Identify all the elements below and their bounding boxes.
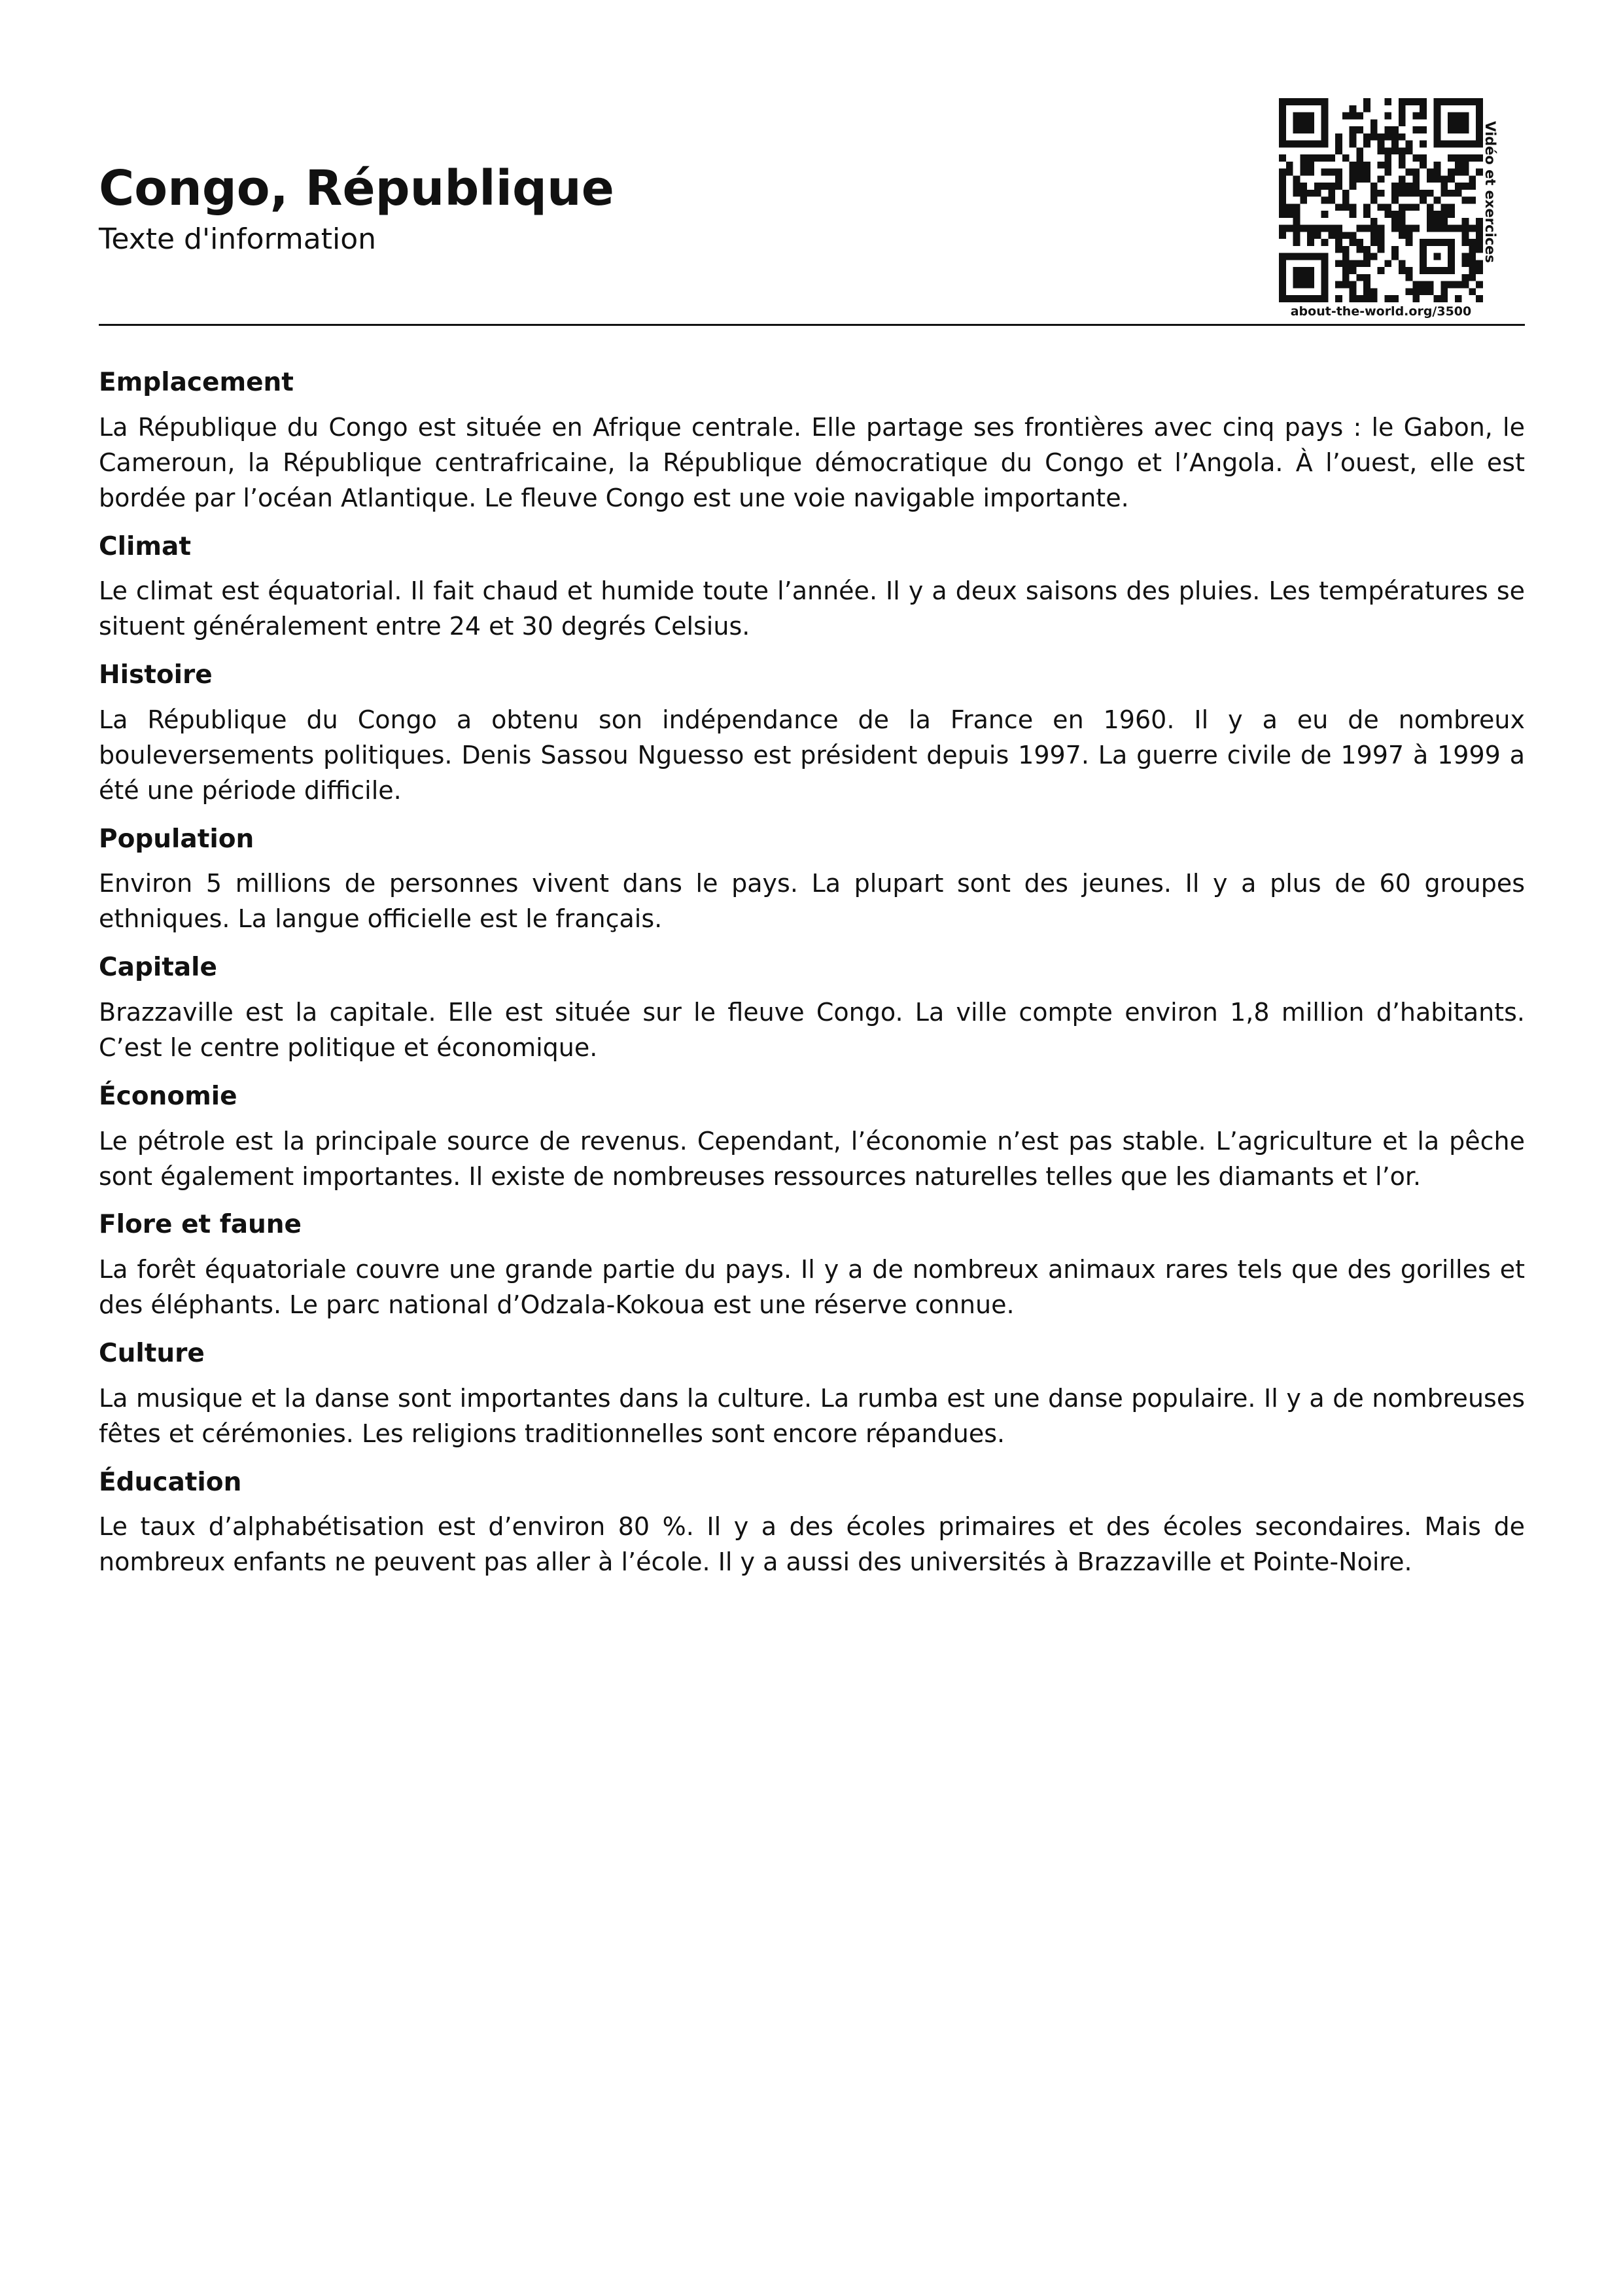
section-body: La forêt équatoriale couvre une grande partie du pays. Il y a de nombreux animaux rares tels que des gorilles et des éléphants. Le parc national d’Odzala-Kokoua est une réserve connue. xyxy=(99,1255,1525,1320)
qr-caption: Vidéo et exercices xyxy=(1482,121,1498,263)
page-title: Congo, République xyxy=(99,160,614,217)
page-header xyxy=(99,0,1525,327)
section-heading: Flore et faune xyxy=(99,1210,302,1240)
section-culture xyxy=(99,1337,1525,1452)
section-heading: Histoire xyxy=(99,660,213,690)
qr-code-icon[interactable] xyxy=(1279,98,1483,302)
section-body: La République du Congo est située en Afrique centrale. Elle partage ses frontières avec cinq pays : le Gabon, le Cameroun, la République centrafricaine, la République démocratique du Congo et l’Angola. À l’ouest, elle est bordée par l’océan Atlantique. Le fleuve Congo est une voie navigable importante. xyxy=(99,412,1525,512)
section-population xyxy=(99,823,1525,938)
section-heading: Économie xyxy=(99,1081,237,1111)
qr-url-link[interactable]: about-the-world.org/3500 xyxy=(1290,304,1472,319)
qr-block xyxy=(1271,95,1499,324)
section-body: Le pétrole est la principale source de revenus. Cependant, l’économie n’est pas stable. L’agriculture et la pêche sont également importantes. Il existe de nombreuses ressources naturelles telles que les diamants et l’or. xyxy=(99,1126,1525,1191)
section-body: Brazzaville est la capitale. Elle est située sur le fleuve Congo. La ville compte environ 1,8 million d’habitants. C’est le centre politique et économique. xyxy=(99,997,1525,1062)
section-body: La musique et la danse sont importantes dans la culture. La rumba est une danse populaire. Il y a de nombreuses fêtes et cérémonies. Les religions traditionnelles sont encore répandues. xyxy=(99,1383,1525,1448)
section-heading: Population xyxy=(99,824,254,854)
content xyxy=(99,366,1525,1595)
section-histoire xyxy=(99,659,1525,809)
section-body: La République du Congo a obtenu son indépendance de la France en 1960. Il y a eu de nombreux bouleversements politiques. Denis Sassou Nguesso est président depuis 1997. La guerre civile de 1997 à 1999 a été une période difficile. xyxy=(99,705,1525,805)
section-heading: Culture xyxy=(99,1339,205,1369)
section-body: Le climat est équatorial. Il fait chaud et humide toute l’année. Il y a deux saisons des pluies. Les températures se situent généralement entre 24 et 30 degrés Celsius. xyxy=(99,576,1525,641)
section-climat xyxy=(99,531,1525,645)
section-heading: Emplacement xyxy=(99,368,294,397)
page-subtitle: Texte d'information xyxy=(99,222,377,256)
section-capitale xyxy=(99,951,1525,1066)
section-flore-et-faune xyxy=(99,1209,1525,1323)
section-body: Environ 5 millions de personnes vivent dans le pays. La plupart sont des jeunes. Il y a plus de 60 groupes ethniques. La langue officielle est le français. xyxy=(99,869,1525,934)
section-economie xyxy=(99,1080,1525,1195)
section-body: Le taux d’alphabétisation est d’environ 80 %. Il y a des écoles primaires et des écoles secondaires. Mais de nombreux enfants ne peuvent pas aller à l’école. Il y a aussi des universités à Brazzaville et Pointe-Noire. xyxy=(99,1512,1525,1577)
header-divider xyxy=(99,324,1525,326)
section-emplacement xyxy=(99,366,1525,516)
section-heading: Éducation xyxy=(99,1467,242,1497)
section-heading: Climat xyxy=(99,531,191,561)
section-education xyxy=(99,1466,1525,1581)
section-heading: Capitale xyxy=(99,953,218,983)
